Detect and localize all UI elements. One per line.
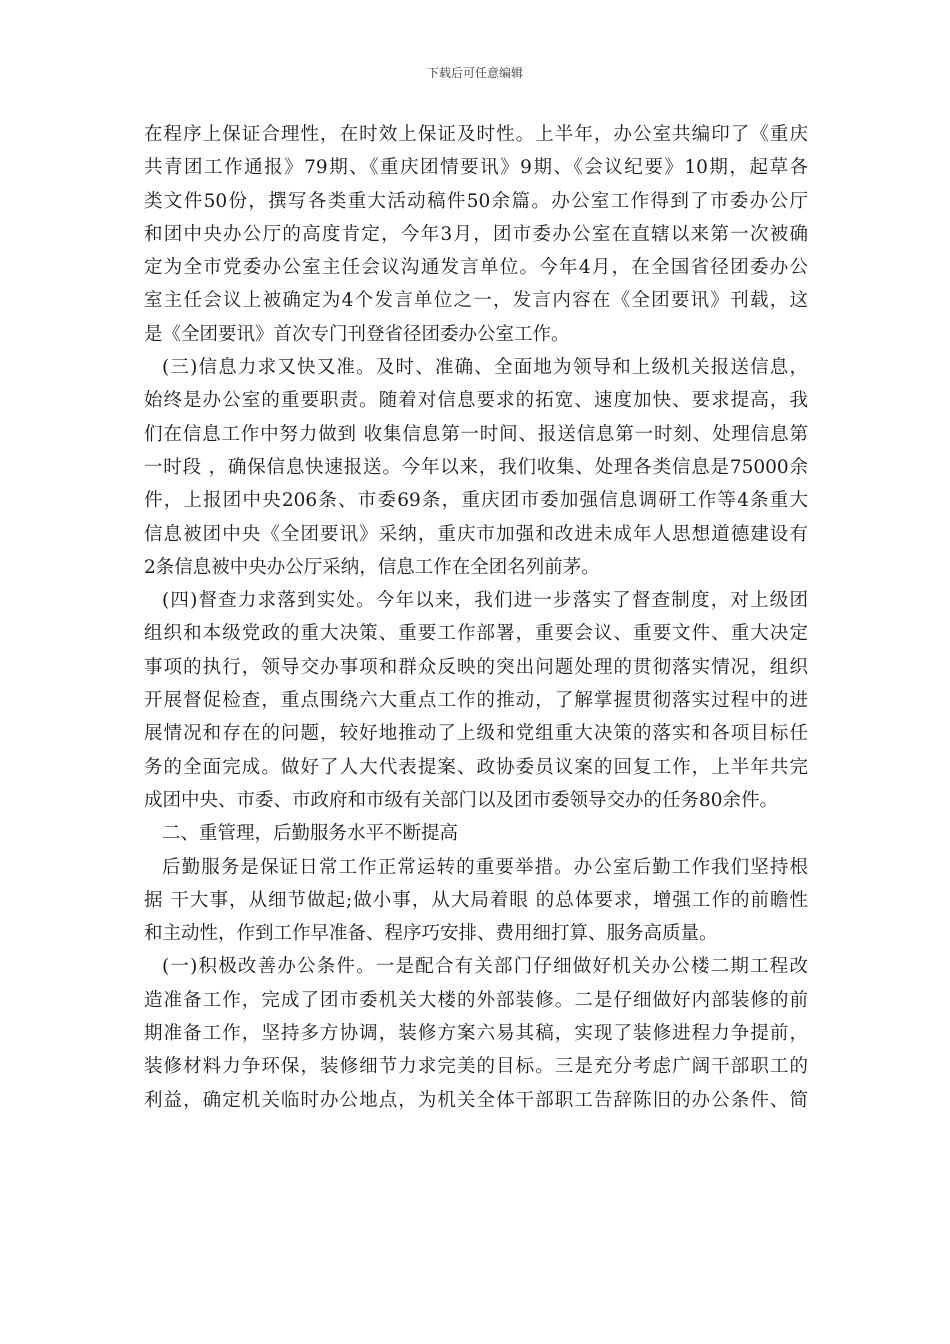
text-line: 是《全团要讯》首次专门刊登省径团委办公室工作。 bbox=[144, 323, 570, 345]
text-line: 信息被团中央《全团要讯》采纳，重庆市加强和改进未成年人思想道德建设有 bbox=[144, 523, 808, 545]
text-line: (一)积极改善办公条件。一是配合有关部门仔细做好机关办公楼二期工程改 bbox=[162, 956, 808, 978]
text-line: 期准备工作，坚持多方协调，装修方案六易其稿，实现了装修进程力争提前， bbox=[144, 1023, 808, 1045]
text-line: 定为全市党委办公室主任会议沟通发言单位。今年4月，在全国省径团委办公 bbox=[144, 257, 808, 279]
text-line: 和团中央办公厅的高度肯定，今年3月，团市委办公室在直辖以来第一次被确 bbox=[144, 223, 808, 245]
text-line: 开展督促检查，重点围绕六大重点工作的推动，了解掌握贯彻落实过程中的进 bbox=[144, 690, 808, 712]
text-line: 件，上报团中央206条、市委69条，重庆团市委加强信息调研工作等4条重大 bbox=[144, 490, 808, 512]
text-line: 始终是办公室的重要职责。随着对信息要求的拓宽、速度加快、要求提高，我 bbox=[144, 390, 808, 412]
page-header: 下载后可任意编辑 bbox=[426, 66, 523, 80]
document-body bbox=[144, 118, 808, 1117]
text-line: 二、重管理，后勤服务水平不断提高 bbox=[162, 823, 459, 845]
text-line: 事项的执行，领导交办事项和群众反映的突出问题处理的贯彻落实情况，组织 bbox=[144, 656, 808, 678]
text-line: 室主任会议上被确定为4个发言单位之一，发言内容在《全团要讯》刊载，这 bbox=[144, 290, 808, 312]
text-line: 类文件50份，撰写各类重大活动稿件50余篇。办公室工作得到了市委办公厅 bbox=[144, 190, 808, 212]
text-line: 一时段 ，确保信息快速报送。今年以来，我们收集、处理各类信息是75000余 bbox=[144, 456, 808, 478]
text-line: 在程序上保证合理性，在时效上保证及时性。上半年，办公室共编印了《重庆 bbox=[144, 124, 808, 145]
text-line: 共青团工作通报》79期、《重庆团情要讯》9期、《会议纪要》10期，起草各 bbox=[144, 157, 808, 179]
text-line: 们在信息工作中努力做到 收集信息第一时间、报送信息第一时刻、处理信息第 bbox=[144, 423, 808, 445]
text-line: (三)信息力求又快又准。及时、准确、全面地为领导和上级机关报送信息， bbox=[162, 357, 808, 379]
text-line: 组织和本级党政的重大决策、重要工作部署，重要会议、重要文件、重大决定 bbox=[144, 623, 808, 645]
text-line: 造准备工作，完成了团市委机关大楼的外部装修。二是仔细做好内部装修的前 bbox=[144, 989, 808, 1011]
text-line: (四)督查力求落到实处。今年以来，我们进一步落实了督查制度，对上级团 bbox=[162, 590, 808, 612]
text-line: 2条信息被中央办公厅采纳，信息工作在全团名列前茅。 bbox=[144, 556, 600, 578]
text-line: 展情况和存在的问题，较好地推动了上级和党组重大决策的落实和各项目标任 bbox=[144, 723, 808, 745]
text-line: 据 干大事，从细节做起;做小事，从大局着眼 的总体要求，增强工作的前瞻性 bbox=[144, 889, 808, 911]
text-line: 和主动性，作到工作早准备、程序巧安排、费用细打算、服务高质量。 bbox=[144, 923, 718, 945]
text-line: 后勤服务是保证日常工作正常运转的重要举措。办公室后勤工作我们坚持根 bbox=[162, 856, 808, 878]
text-line: 装修材料力争环保，装修细节力求完美的目标。三是充分考虑广阔干部职工的 bbox=[144, 1056, 808, 1078]
text-line: 务的全面完成。做好了人大代表提案、政协委员议案的回复工作，上半年共完 bbox=[144, 756, 808, 778]
text-line: 成团中央、市委、市政府和市级有关部门以及团市委领导交办的任务80余件。 bbox=[144, 789, 779, 811]
text-line: 利益，确定机关临时办公地点，为机关全体干部职工告辞陈旧的办公条件、简 bbox=[144, 1089, 808, 1111]
